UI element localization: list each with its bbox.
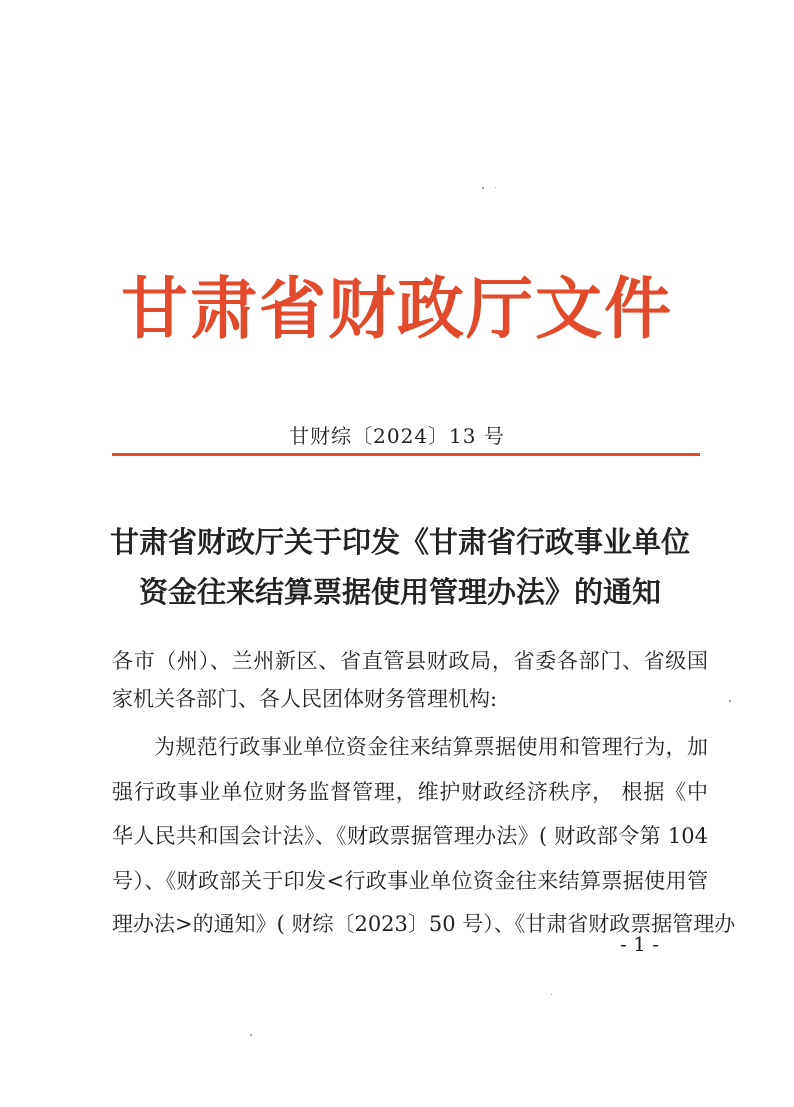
scan-speck: [250, 1034, 252, 1036]
scan-speck: [495, 187, 496, 188]
masthead-title: 甘肃省财政厅文件: [121, 270, 673, 348]
body-line-6: 号）、《财政部关于印发<行政事业单位资金往来结算票据使用管: [112, 869, 708, 893]
body-line-3: 为规范行政事业单位资金往来结算票据使用和管理行为，加: [154, 735, 708, 759]
document-number: 甘财综〔2024〕13 号: [289, 424, 505, 448]
scan-speck: [482, 187, 484, 189]
title-line-1: 甘肃省财政厅关于印发《甘肃省行政事业单位: [109, 525, 690, 559]
notice-title: [100, 517, 700, 617]
scan-speck: [551, 994, 552, 995]
red-separator-line: [112, 453, 700, 456]
body-line-5: 华人民共和国会计法》、《财政票据管理办法》( 财政部令第 104: [112, 824, 708, 848]
body-line-7: 理办法>的通知》( 财综〔2023〕50 号）、《甘肃省财政票据管理办: [112, 912, 736, 936]
title-line-2: 资金往来结算票据使用管理办法》的通知: [138, 575, 661, 609]
body-line-4: 强行政事业单位财务监督管理，维护财政经济秩序， 根据《中: [112, 780, 708, 804]
body-line-2: 家机关各部门、各人民团体财务管理机构:: [112, 687, 498, 711]
scan-speck: [729, 700, 731, 702]
body-line-1: 各市（州）、兰州新区、省直管县财政局，省委各部门、省级国: [112, 649, 708, 673]
page-number: - 1 -: [620, 932, 659, 956]
